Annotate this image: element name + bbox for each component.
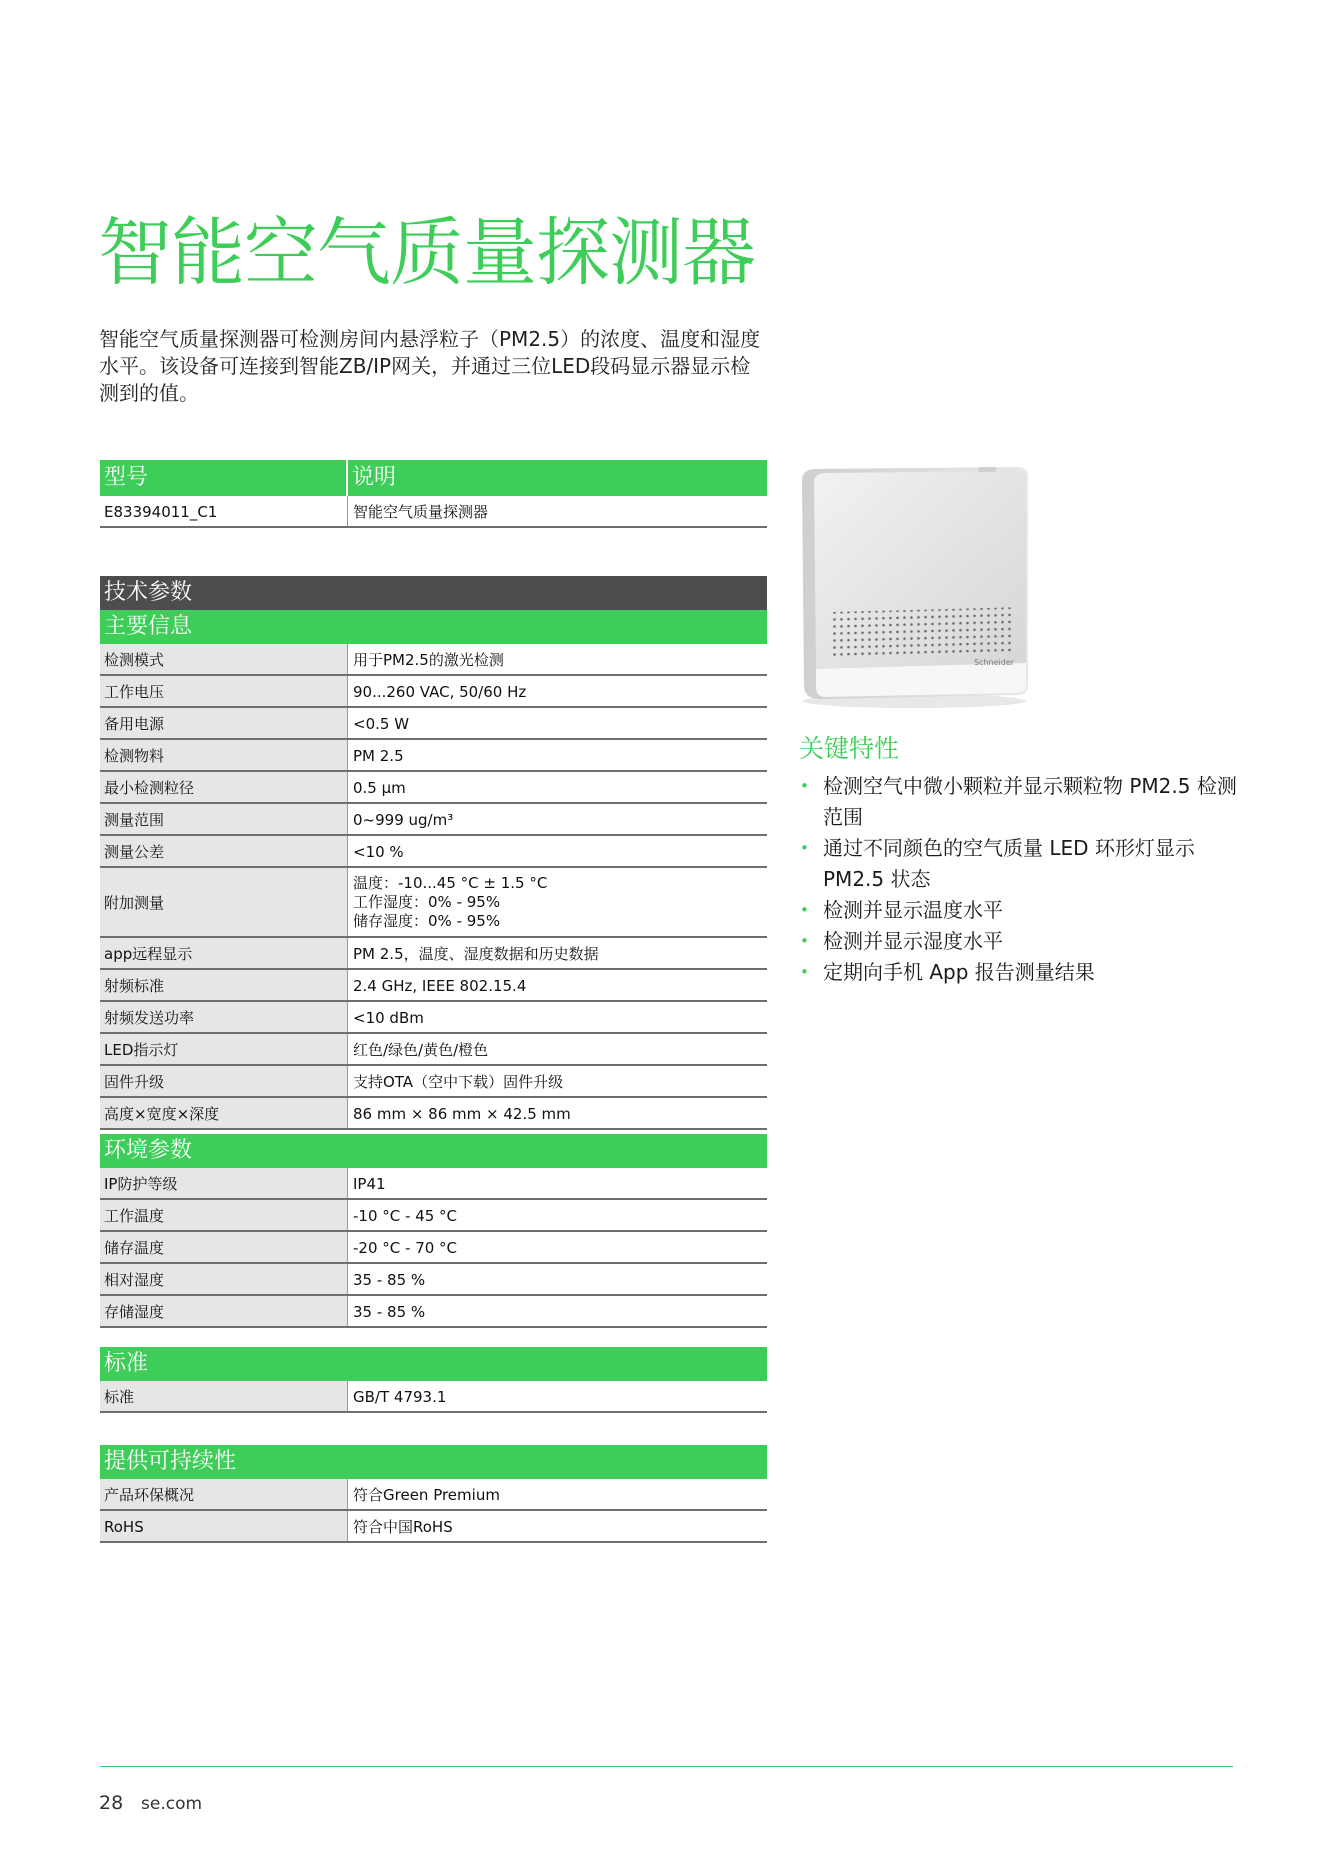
model-table-header (100, 460, 767, 496)
table-row (100, 1002, 767, 1034)
param-value: IP41 (353, 1175, 386, 1193)
intro-line: 水平。该设备可连接到智能ZB/IP网关，并通过三位LED段码显示器显示检 (99, 354, 751, 378)
model-code: E83394011_C1 (100, 496, 348, 526)
param-value: 2.4 GHz, IEEE 802.15.4 (353, 977, 527, 995)
feature-text: 定期向手机 App 报告测量结果 (823, 960, 1095, 984)
sustainability-header: 提供可持续性 (100, 1445, 767, 1479)
table-row (100, 708, 767, 740)
param-label: IP防护等级 (100, 1168, 348, 1198)
env-header: 环境参数 (100, 1134, 767, 1168)
param-label: 工作温度 (100, 1200, 348, 1230)
table-row (100, 1066, 767, 1098)
table-row (100, 496, 767, 528)
param-label: 标准 (100, 1381, 348, 1411)
feature-text: 检测并显示湿度水平 (823, 929, 1003, 953)
list-item (800, 895, 1240, 926)
param-label: app远程显示 (100, 938, 348, 968)
tech-section-title: 技术参数 (100, 576, 767, 610)
product-brand-label: Schneider (974, 658, 1015, 667)
table-row (100, 1296, 767, 1328)
main-info-header: 主要信息 (100, 610, 767, 644)
list-item (800, 926, 1240, 957)
param-value: 0~999 ug/m³ (353, 811, 454, 829)
list-item (800, 771, 1240, 833)
table-row (100, 970, 767, 1002)
param-value: <0.5 W (353, 715, 410, 733)
table-row (100, 740, 767, 772)
table-row (100, 1381, 767, 1413)
footer-divider (100, 1766, 1233, 1767)
param-label: 最小检测粒径 (100, 772, 348, 802)
table-row (100, 1232, 767, 1264)
param-value: 红色/绿色/黄色/橙色 (353, 1041, 489, 1059)
intro-line: 智能空气质量探测器可检测房间内悬浮粒子（PM2.5）的浓度、温度和湿度 (99, 327, 761, 351)
table-row (100, 1200, 767, 1232)
table-row (100, 676, 767, 708)
bullet-icon: • (800, 932, 809, 950)
feature-text: 通过不同颜色的空气质量 LED 环形灯显示 (823, 836, 1195, 860)
env-table (100, 1134, 767, 1328)
param-value: -20 °C - 70 °C (353, 1239, 458, 1257)
param-label: 相对湿度 (100, 1264, 348, 1294)
param-value: 符合Green Premium (353, 1486, 500, 1504)
table-row (100, 836, 767, 868)
standard-table (100, 1347, 767, 1413)
table-row (100, 1479, 767, 1511)
param-value: -10 °C - 45 °C (353, 1207, 458, 1225)
param-label: LED指示灯 (100, 1034, 348, 1064)
model-table (100, 460, 767, 528)
feature-text: 范围 (823, 805, 863, 829)
table-row-extra-measurement (100, 868, 767, 938)
extra-line: 温度：-10...45 °C ± 1.5 °C (353, 874, 548, 892)
intro-line: 测到的值。 (99, 381, 199, 405)
header-description: 说明 (352, 465, 397, 490)
standard-header: 标准 (100, 1347, 767, 1381)
param-value: GB/T 4793.1 (353, 1388, 447, 1406)
param-label: RoHS (100, 1511, 348, 1541)
param-label: 检测模式 (100, 644, 348, 674)
param-label: 储存温度 (100, 1232, 348, 1262)
key-features-title: 关键特性 (799, 734, 900, 763)
feature-text: 检测并显示温度水平 (823, 898, 1003, 922)
sustainability-table (100, 1445, 767, 1543)
param-value: <10 dBm (353, 1009, 424, 1027)
table-row (100, 1034, 767, 1066)
param-value-multiline (348, 868, 767, 936)
param-label: 存储湿度 (100, 1296, 348, 1326)
table-row (100, 772, 767, 804)
tech-table (100, 576, 767, 1130)
bullet-icon: • (800, 777, 809, 795)
param-value: 35 - 85 % (353, 1271, 426, 1289)
param-label: 工作电压 (100, 676, 348, 706)
table-row (100, 938, 767, 970)
param-value: 0.5 μm (353, 779, 406, 797)
key-features-list (800, 771, 1240, 988)
feature-text: PM2.5 状态 (823, 867, 931, 891)
page-title: 智能空气质量探测器 (98, 210, 755, 296)
site-link[interactable]: se.com (141, 1794, 203, 1814)
param-value: <10 % (353, 843, 404, 861)
table-row (100, 1168, 767, 1200)
table-row (100, 644, 767, 676)
table-row (100, 1264, 767, 1296)
intro-paragraph (99, 326, 789, 407)
param-value: 符合中国RoHS (353, 1518, 453, 1536)
param-value: PM 2.5 (353, 747, 404, 765)
param-label: 检测物料 (100, 740, 348, 770)
bullet-icon: • (800, 963, 809, 981)
table-row (100, 804, 767, 836)
table-row (100, 1098, 767, 1130)
param-value: 支持OTA（空中下载）固件升级 (353, 1073, 564, 1091)
list-item (800, 957, 1240, 988)
list-item (800, 833, 1240, 895)
table-row (100, 1511, 767, 1543)
feature-text: 检测空气中微小颗粒并显示颗粒物 PM2.5 检测 (823, 774, 1237, 798)
page-number: 28 (99, 1792, 124, 1814)
param-label: 射频标准 (100, 970, 348, 1000)
param-label: 射频发送功率 (100, 1002, 348, 1032)
extra-line: 工作湿度：0% - 95% (353, 893, 501, 911)
model-description: 智能空气质量探测器 (353, 503, 489, 521)
param-value: 35 - 85 % (353, 1303, 426, 1321)
param-label: 固件升级 (100, 1066, 348, 1096)
param-label: 产品环保概况 (100, 1479, 348, 1509)
param-label: 测量范围 (100, 804, 348, 834)
header-model: 型号 (100, 460, 348, 496)
param-label: 测量公差 (100, 836, 348, 866)
param-value: PM 2.5，温度、湿度数据和历史数据 (353, 945, 599, 963)
param-label: 高度×宽度×深度 (100, 1098, 348, 1128)
param-label: 备用电源 (100, 708, 348, 738)
product-image (796, 463, 1032, 710)
param-value: 用于PM2.5的激光检测 (353, 651, 504, 669)
extra-line: 储存湿度：0% - 95% (353, 912, 501, 930)
param-value: 90...260 VAC, 50/60 Hz (353, 683, 527, 701)
param-label: 附加测量 (100, 868, 348, 936)
bullet-icon: • (800, 901, 809, 919)
param-value: 86 mm × 86 mm × 42.5 mm (353, 1105, 571, 1123)
bullet-icon: • (800, 839, 809, 857)
